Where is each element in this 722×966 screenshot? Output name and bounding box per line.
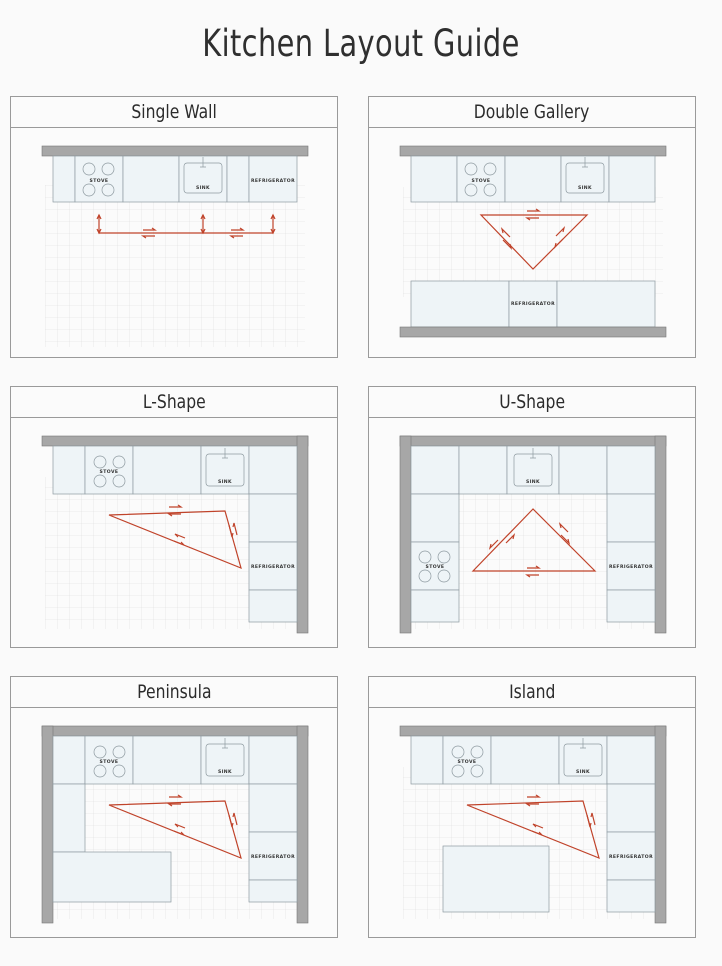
- refrigerator-label: REFRIGERATOR: [510, 302, 556, 307]
- panel-title: U-Shape: [499, 391, 565, 413]
- refrigerator-label: REFRIGERATOR: [608, 855, 654, 860]
- panel-single-wall: [10, 96, 338, 358]
- panel-double-gallery: [368, 96, 696, 358]
- top-wall: [42, 726, 308, 736]
- u-shape-floor-plan: [369, 417, 697, 649]
- double-gallery-floor-plan: [369, 127, 697, 359]
- top-wall: [400, 436, 666, 446]
- stove-label: STOVE: [99, 760, 119, 765]
- stove-label: STOVE: [457, 760, 477, 765]
- top-wall: [42, 436, 308, 446]
- panel-peninsula: [10, 676, 338, 938]
- top-counter-run: [53, 736, 297, 784]
- stove-label: STOVE: [99, 470, 119, 475]
- panel-title: Double Gallery: [474, 101, 590, 123]
- panel-title: L-Shape: [142, 391, 206, 413]
- sink-label: SINK: [525, 480, 541, 485]
- peninsula-counter: [53, 852, 171, 902]
- right-wall: [297, 726, 308, 923]
- refrigerator-label: REFRIGERATOR: [250, 565, 296, 570]
- peninsula-floor-plan: [11, 707, 339, 939]
- top-wall: [400, 726, 666, 736]
- island-counter: [443, 846, 549, 912]
- sink-label: SINK: [575, 770, 591, 775]
- panel-l-shape: [10, 386, 338, 648]
- left-counter-run: [53, 784, 85, 852]
- l-shape-floor-plan: [11, 417, 339, 649]
- refrigerator-label: REFRIGERATOR: [608, 565, 654, 570]
- right-counter-run: [607, 494, 655, 622]
- panel-header: [11, 97, 337, 128]
- top-wall: [400, 146, 666, 156]
- panel-header: [11, 677, 337, 708]
- panel-u-shape: [368, 386, 696, 648]
- stove-label: STOVE: [471, 179, 491, 184]
- right-wall: [655, 436, 666, 633]
- floor-grid: [403, 187, 663, 297]
- island-floor-plan: [369, 707, 697, 939]
- stove-label: STOVE: [425, 565, 445, 570]
- top-counter-run: [411, 736, 655, 784]
- refrigerator-label: REFRIGERATOR: [250, 179, 296, 184]
- panel-island: [368, 676, 696, 938]
- single-wall-floor-plan: [11, 127, 339, 359]
- refrigerator-label: REFRIGERATOR: [250, 855, 296, 860]
- sink-label: SINK: [217, 480, 233, 485]
- panel-title: Peninsula: [136, 681, 212, 703]
- right-wall: [297, 436, 308, 633]
- bottom-wall: [400, 327, 666, 337]
- right-counter-run: [249, 494, 297, 622]
- sink-label: SINK: [195, 186, 211, 191]
- floor-grid: [45, 185, 305, 347]
- panel-header: [369, 677, 695, 708]
- top-counter-run: [53, 446, 297, 494]
- sink-label: SINK: [577, 186, 593, 191]
- stove-label: STOVE: [89, 179, 109, 184]
- right-wall: [655, 726, 666, 923]
- panel-header: [369, 97, 695, 128]
- page-title: Kitchen Layout Guide: [202, 22, 520, 65]
- left-wall: [400, 436, 411, 633]
- right-counter-run: [607, 784, 655, 912]
- panel-title: Single Wall: [131, 101, 217, 123]
- left-wall: [42, 726, 53, 923]
- panel-header: [369, 387, 695, 418]
- left-counter-run: [411, 494, 459, 622]
- top-counter-run: [411, 156, 655, 202]
- panel-title: Island: [508, 681, 556, 703]
- back-wall: [42, 146, 308, 156]
- sink-label: SINK: [217, 770, 233, 775]
- panel-header: [11, 387, 337, 418]
- right-counter-run: [249, 784, 297, 902]
